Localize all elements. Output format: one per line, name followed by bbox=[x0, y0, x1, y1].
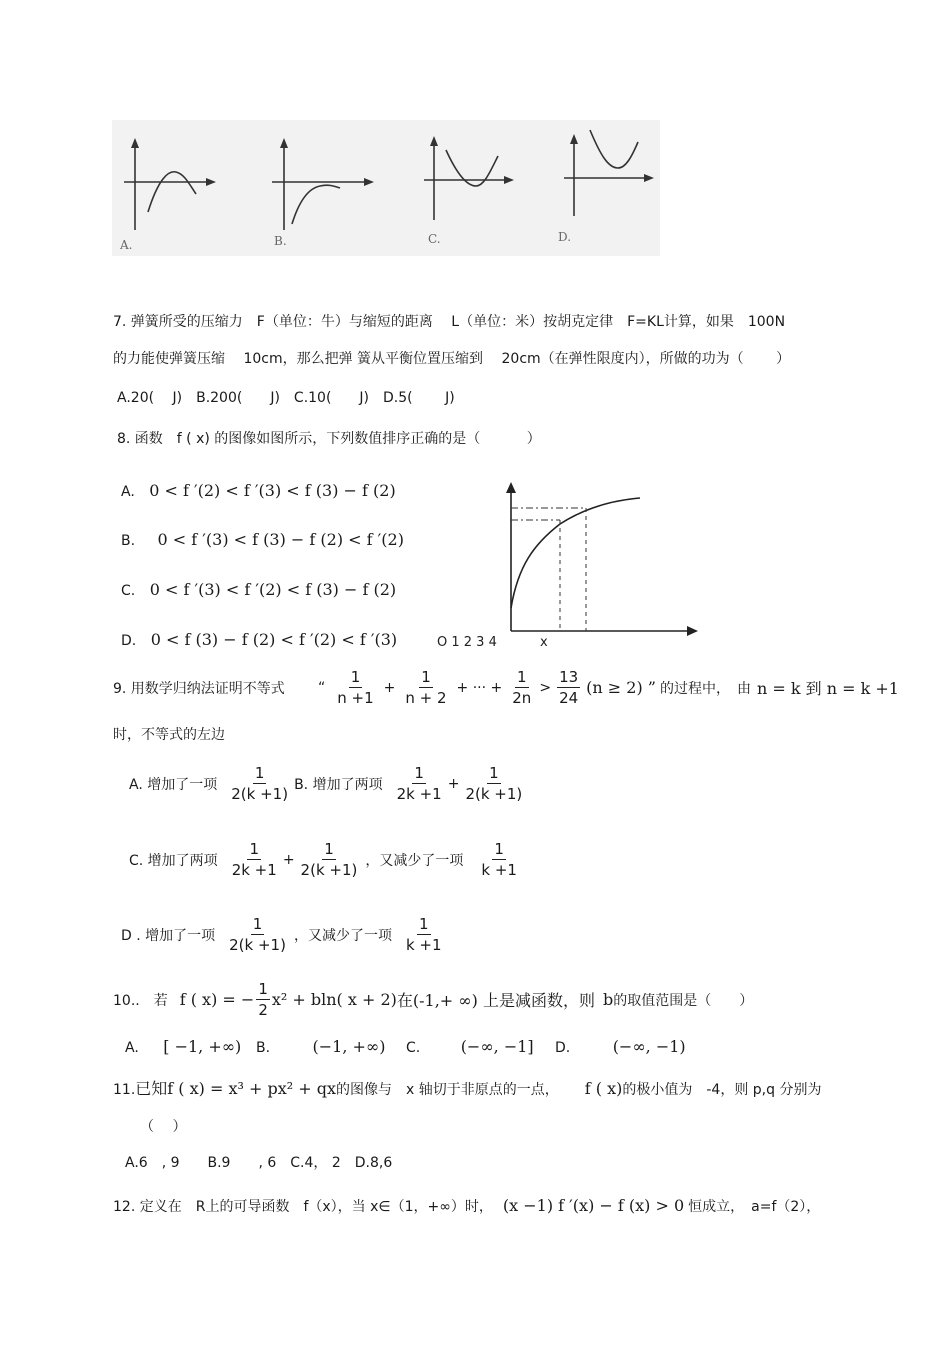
q9-rhs-num: 13 bbox=[559, 668, 579, 686]
q9-gt: > bbox=[539, 679, 552, 696]
q9-line2: 时，不等式的左边 bbox=[113, 727, 225, 743]
q10-option-c-expr: (−∞, −1] bbox=[460, 1037, 534, 1056]
q9-option-d-frac2-den: k +1 bbox=[405, 936, 442, 954]
q9-option-c-frac1-den: 2k +1 bbox=[231, 861, 277, 879]
q10-stem bbox=[113, 980, 753, 1019]
q9-inequality: “ $\frac{1}{n +1}$ + $\frac{1}{n + 2}$ + ··· + $\frac{1}{2n}$ > $\frac{13}{24}$ (n ≥ 2) ” 的过程中， 由 n = k 到 n = k +1 bbox=[318, 668, 899, 707]
q8-option-d bbox=[121, 630, 397, 649]
graph-d-x-arrow bbox=[644, 174, 654, 182]
q9-option-b-frac1-num: 1 bbox=[414, 764, 424, 782]
q7-line2: 的力能使弹簧压缩 10cm，那么把弹 簧从平衡位置压缩到 20cm（在弹性限度内），所做的功为（ ） bbox=[113, 351, 791, 367]
q12-expr: (x −1) f ′(x) − f (x) > 0 bbox=[502, 1196, 685, 1215]
q10-interval: 在(-1,+ ∞) 上是减函数，则 bbox=[396, 991, 595, 1010]
q8-option-b-expr: 0 < f ′(3) < f (3) − f (2) < f ′(2) bbox=[157, 530, 404, 549]
q10-fx: f ( x) = − bbox=[179, 990, 255, 1009]
q9-option-c-frac2-den: 2(k +1) bbox=[300, 861, 358, 879]
q9-option-d-frac2-num: 1 bbox=[418, 915, 429, 933]
q8-graph-curve bbox=[511, 498, 640, 608]
q10-frac bbox=[256, 980, 270, 1019]
q9-mid: 的过程中， 由 bbox=[659, 680, 751, 697]
q11-stem-c: 的极小值为 -4，则 p,q 分别为 bbox=[622, 1082, 822, 1098]
q9-option-b-text: B. 增加了两项 bbox=[294, 776, 383, 793]
q9-term2-num: 1 bbox=[421, 668, 431, 686]
q9-rhs bbox=[557, 668, 580, 707]
q9-option-a-frac-den: 2(k +1) bbox=[231, 785, 289, 803]
graph-d-y-arrow bbox=[570, 134, 578, 144]
q10-option-a-label: A. bbox=[125, 1040, 139, 1056]
q10-option-a-expr: [ −1, +∞) bbox=[163, 1037, 242, 1056]
q8-option-b bbox=[121, 530, 404, 549]
q11-options: A.6 , 9 B.9 , 6 C.4， 2 D.8,6 bbox=[125, 1155, 393, 1171]
graph-a-curve bbox=[148, 172, 196, 212]
graph-b-curve bbox=[292, 185, 340, 224]
q9-option-b-frac1-den: 2k +1 bbox=[396, 785, 442, 803]
q8-option-d-label: D. bbox=[121, 633, 137, 649]
q8-option-c-label: C. bbox=[121, 583, 136, 599]
q9-term3-den: 2n bbox=[512, 689, 532, 707]
q9-option-c-frac3-num: 1 bbox=[494, 840, 504, 858]
graph-c-y-arrow bbox=[430, 136, 438, 146]
graph-b-x-arrow bbox=[364, 178, 374, 186]
q9-option-a-text: A. 增加了一项 bbox=[129, 776, 218, 793]
graph-a-x-arrow bbox=[206, 178, 216, 186]
q10-tail: 的取值范围是（ ） bbox=[613, 992, 754, 1009]
graph-b-label: B. bbox=[274, 234, 287, 248]
q9-option-d-frac1-den: 2(k +1) bbox=[229, 936, 286, 954]
q9-option-c-frac2 bbox=[299, 840, 360, 879]
q10-option-a bbox=[125, 1037, 241, 1056]
q9-term3-num: 1 bbox=[517, 668, 527, 686]
q11-paren: （ ） bbox=[140, 1119, 187, 1135]
graph-b-y-arrow bbox=[280, 138, 288, 148]
q9-term1-num: 1 bbox=[350, 668, 361, 686]
q7-options: A.20( J) B.200( J) C.10( J) D.5( J) bbox=[117, 390, 455, 406]
q10-option-c-label: C. bbox=[406, 1040, 421, 1056]
q8-graph-tick-labels: O 1 2 3 4 bbox=[437, 635, 497, 650]
q9-option-c-mid: ，又减少了一项 bbox=[365, 852, 464, 869]
q9-term2-den: n + 2 bbox=[405, 689, 447, 707]
q9-option-b-frac2 bbox=[463, 764, 524, 803]
q8-graph-y-arrow bbox=[506, 482, 516, 493]
q8-option-c bbox=[121, 580, 396, 599]
q7-line1: 7. 弹簧所受的压缩力 F（单位：牛）与缩短的距离 L（单位：米）按胡克定律 F=KL计算，如果 100N bbox=[113, 314, 786, 330]
q12-stem-b: 恒成立， a=f（2）， bbox=[688, 1199, 821, 1215]
q9-options-ab: A. 增加了一项 $\frac{1}{2(k +1)}$ B. 增加了两项 $\frac{1}{2k +1}$ + $\frac{1}{2(k +1)}$ bbox=[129, 764, 523, 803]
q9-prefix: 9. 用数学归纳法证明不等式 bbox=[113, 681, 285, 697]
q9-option-a-frac bbox=[229, 764, 290, 803]
graph-c-label: C. bbox=[428, 232, 441, 246]
graph-options-panel bbox=[112, 120, 660, 256]
q9-option-b-frac2-num: 1 bbox=[489, 764, 499, 782]
q9-rhs-den: 24 bbox=[559, 689, 579, 707]
q11-fx: f ( x) = x³ + px² + qx bbox=[167, 1079, 336, 1098]
q11-fx2: f ( x) bbox=[584, 1079, 623, 1098]
q9-term3 bbox=[510, 668, 533, 707]
q12-stem-a: 12. 定义在 R上的可导函数 f（x），当 x∈（1，+∞）时， bbox=[113, 1199, 493, 1215]
q8-graph bbox=[430, 476, 705, 654]
q9-term1-den: n +1 bbox=[337, 689, 374, 707]
q10-option-c bbox=[406, 1037, 534, 1056]
q9-option-d-text: D . 增加了一项 bbox=[121, 927, 216, 944]
q9-option-d-frac1 bbox=[227, 915, 288, 954]
q12-stem bbox=[113, 1196, 820, 1216]
q8-option-c-expr: 0 < f ′(3) < f ′(2) < f (3) − f (2) bbox=[149, 580, 397, 599]
q10-option-d-label: D. bbox=[555, 1040, 571, 1056]
q8-graph-guides bbox=[511, 508, 586, 520]
q8-option-d-expr: 0 < f (3) − f (2) < f ′(2) < f ′(3) bbox=[150, 630, 398, 649]
q8-graph-x-arrow bbox=[687, 626, 698, 636]
q11-stem-b: 的图像与 x 轴切于非原点的一点， bbox=[336, 1082, 559, 1098]
q10-frac-num: 1 bbox=[258, 980, 268, 998]
q9-option-a-frac-num: 1 bbox=[254, 764, 265, 782]
q10-option-d-expr: (−∞, −1) bbox=[612, 1037, 686, 1056]
graph-d-label: D. bbox=[558, 230, 572, 244]
q9-option-c-frac1-num: 1 bbox=[249, 840, 260, 858]
graph-a-label: A. bbox=[120, 238, 133, 252]
q8-option-a bbox=[121, 481, 396, 500]
q9-from-to: n = k 到 n = k +1 bbox=[756, 679, 899, 698]
q10-prefix: 10.. 若 bbox=[113, 992, 168, 1009]
q9-open-quote: “ bbox=[318, 679, 326, 696]
q9-option-d bbox=[121, 915, 446, 954]
graph-options-svg bbox=[112, 120, 660, 256]
q9-option-c-frac3-den: k +1 bbox=[481, 861, 517, 879]
q11-stem bbox=[113, 1076, 821, 1099]
q8-stem: 8. 函数 f ( x) 的图像如图所示，下列数值排序正确的是（ ） bbox=[117, 431, 541, 447]
q9-dots: + ··· + bbox=[456, 679, 503, 696]
q8-option-a-expr: 0 < f ′(2) < f ′(3) < f (3) − f (2) bbox=[149, 481, 396, 500]
q8-option-b-label: B. bbox=[121, 533, 136, 549]
graph-d-curve bbox=[590, 130, 638, 168]
q9-option-c-frac3 bbox=[479, 840, 519, 879]
q8-option-a-label: A. bbox=[121, 484, 135, 500]
q8-graph-x-label: x bbox=[540, 635, 548, 650]
q9-option-d-frac2 bbox=[404, 915, 444, 954]
q11-number: 11. bbox=[113, 1082, 136, 1098]
q11-stem-a: 已知 bbox=[135, 1079, 168, 1098]
q10-option-b-label: B. bbox=[256, 1040, 271, 1056]
q9-option-b-frac1 bbox=[395, 764, 444, 803]
q9-option-c-frac2-num: 1 bbox=[324, 840, 334, 858]
q9-term2 bbox=[403, 668, 448, 707]
q10-frac-den: 2 bbox=[258, 1001, 268, 1019]
q10-rest: x² + bln( x + 2) bbox=[271, 990, 397, 1009]
q10-option-b bbox=[256, 1037, 386, 1056]
q9-option-c-frac1 bbox=[230, 840, 279, 879]
q9-option-d-mid: ，又减少了一项 bbox=[293, 927, 392, 944]
graph-c-x-arrow bbox=[504, 176, 514, 184]
q9-term1 bbox=[335, 668, 375, 707]
q9-option-c: C. 增加了两项 $\frac{1}{2k +1}$ + $\frac{1}{2(k +1)}$ ，又减少了一项 $\frac{1}{k +1}$ bbox=[129, 840, 517, 879]
q9-option-d-frac1-num: 1 bbox=[252, 915, 263, 933]
q10-option-d bbox=[555, 1037, 686, 1056]
q10-b: b bbox=[602, 990, 614, 1009]
q10-option-b-expr: (−1, +∞) bbox=[312, 1037, 386, 1056]
graph-a-y-arrow bbox=[131, 138, 139, 148]
q9-option-b-frac2-den: 2(k +1) bbox=[465, 785, 523, 803]
q9-condition: (n ≥ 2) ” bbox=[586, 678, 656, 697]
q9-option-c-text: C. 增加了两项 bbox=[129, 852, 218, 869]
